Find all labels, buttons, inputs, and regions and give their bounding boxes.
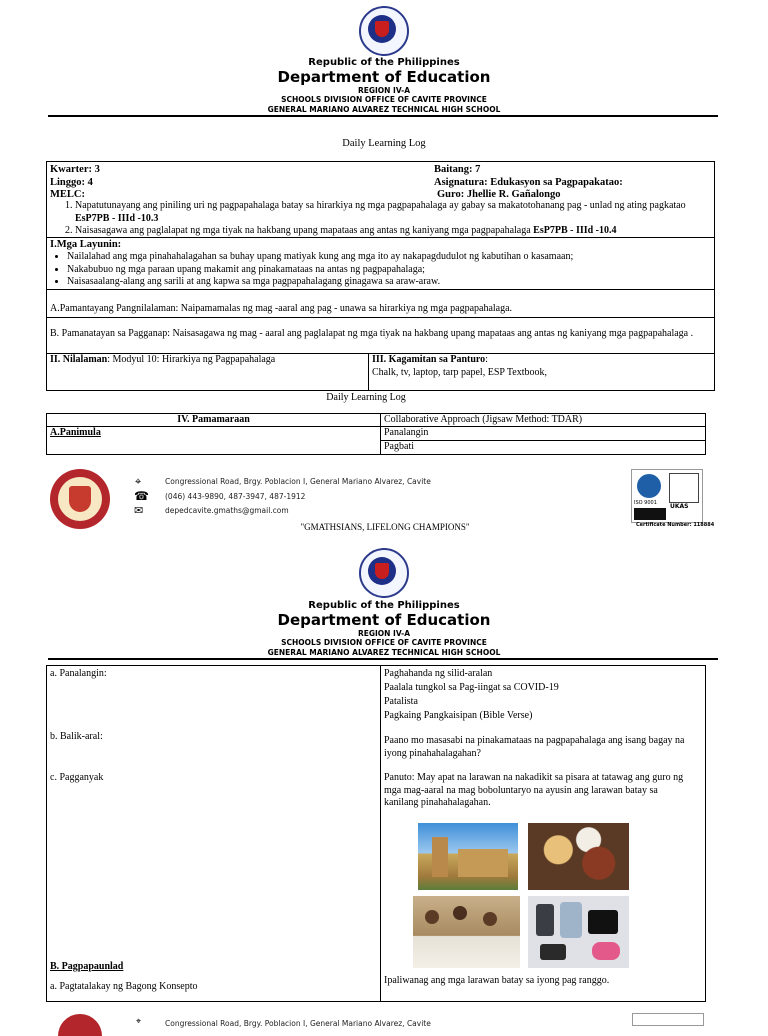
label-pagpapaunlad: B. Pagpapaunlad [50, 961, 124, 972]
nilalaman: II. Nilalaman: Modyul 10: Hirarkiya ng Pagpapahalaga [50, 354, 276, 365]
division-text: SCHOOLS DIVISION OFFICE OF CAVITE PROVINCE [281, 638, 487, 647]
department-title: Department of Education [277, 68, 491, 86]
baitang: Baitang: 7 [434, 164, 481, 175]
footer-phone: (046) 443-9890, 487-3947, 487-1912 [165, 492, 306, 501]
pamaraan-label: IV. Pamamaraan [177, 414, 250, 425]
location-icon: ⌖ [135, 476, 142, 488]
dll-title: Daily Learning Log [342, 138, 426, 149]
dll-title-2: Daily Learning Log [326, 392, 406, 403]
label-panalangin: a. Panalangin: [50, 668, 107, 679]
deped-seal [359, 6, 409, 56]
pagbati: Pagbati [384, 441, 414, 452]
email-icon: ✉ [134, 505, 144, 517]
layunin-item: • Nakabubuo ng mga paraan upang makamit ang pinakamataas na antas ng pagpapahalaga; [67, 264, 712, 277]
asignatura: Asignatura: Edukasyon sa Pagpapakatao: [434, 177, 623, 188]
divider [47, 237, 714, 238]
info-box [46, 161, 715, 391]
procedure-table [46, 665, 706, 1002]
divider [47, 289, 714, 290]
phone-icon: ☎ [134, 489, 149, 503]
melc-item: 2. Naisasagawa ang paglalapat ng mga tiyak na hakbang upang mapataas ang antas ng kaniyang mga pagpapahalaga EsP7PB - IIId -10.4 [75, 225, 712, 238]
school-text: GENERAL MARIANO ALVAREZ TECHNICAL HIGH SCHOOL [267, 105, 501, 114]
label-pagganyak: c. Pagganyak [50, 772, 104, 783]
layunin-item: • Naisasaalang-alang ang sarili at ang kapwa sa mga pagpapahalagang ginagawa sa araw-araw. [67, 276, 712, 289]
header-rule [48, 658, 718, 660]
layunin-title: I.Mga Layunin: [50, 239, 122, 250]
row-divider [47, 426, 705, 427]
footer-email: depedcavite.gmaths@gmail.com [165, 506, 289, 515]
region-text: REGION IV-A [357, 86, 411, 95]
division-text: SCHOOLS DIVISION OFFICE OF CAVITE PROVINCE [281, 95, 487, 104]
footer-address: Congressional Road, Brgy. Poblacion I, General Mariano Alvarez, Cavite [165, 1019, 431, 1028]
pamantayan-a: A.Pamantayang Pangnilalaman: Naipamamalas ng mag -aaral ang pag - unawa sa hirarkiya ng mga pagpapahalaga. [50, 303, 513, 314]
school-logo [50, 469, 110, 529]
iso-cert-badge: ISO 9001 UKAS [631, 469, 703, 523]
header-rule [48, 115, 718, 117]
kagamitan: III. Kagamitan sa Panturo: [372, 354, 488, 365]
layunin-item: • Nailalahad ang mga pinahahalagahan sa buhay upang matiyak kung ang mga ito ay nakapagdudulot ng kabutihan o kasamaan; [67, 251, 712, 264]
divider [47, 317, 714, 318]
panalangin: Panalangin [384, 427, 429, 438]
label-balik-aral: b. Balik-aral: [50, 731, 103, 742]
linggo: Linggo: 4 [50, 177, 93, 188]
kwarter: Kwarter: 3 [50, 164, 100, 175]
pamantayan-b: B. Pamanatayan sa Pagganap: Naisasagawa ng mag - aaral ang paglalapat ng mga tiyak na hakbang upang mapataas ang antas ng kaniyang mga pagpapahalaga . [50, 328, 694, 339]
pagganyak-panuto: Panuto: May apat na larawan na nakadikit sa pisara at tatawag ang guro ng mga mag-aaral na mag boboluntaryo na ayusin ang larawan batay sa kanilang pinahahalagahan. [384, 772, 684, 808]
school-logo [58, 1014, 102, 1036]
layunin-list [47, 251, 712, 289]
department-title: Department of Education [277, 611, 491, 629]
footer-address: Congressional Road, Brgy. Poblacion I, General Mariano Alvarez, Cavite [165, 477, 431, 486]
prep-line: Pagkaing Pangkaisipan (Bible Verse) [384, 710, 533, 721]
republic-text: Republic of the Philippines [308, 600, 460, 611]
melc-list [47, 200, 712, 238]
column-divider [380, 414, 381, 454]
prep-line: Paghahanda ng silid-aralan [384, 668, 493, 679]
family-photo [413, 896, 520, 968]
cert-number: Certificate Number: 118884 [636, 522, 715, 528]
gadgets-photo [528, 896, 629, 968]
melc-label: MELC: [50, 189, 85, 200]
deped-seal [359, 548, 409, 598]
region-text: REGION IV-A [357, 629, 411, 638]
panimula: A.Panimula [50, 427, 101, 438]
iso-cert-badge [632, 1013, 704, 1026]
republic-text: Republic of the Philippines [308, 57, 460, 68]
guro: Guro: Jhellie R. Gañalongo [437, 189, 561, 200]
footer-motto: "GMATHSIANS, LIFELONG CHAMPIONS" [300, 522, 470, 532]
ipaliwanag-text: Ipaliwanag ang mga larawan batay sa iyong pag ranggo. [384, 975, 610, 986]
label-pagtatalakay: a. Pagtatalakay ng Bagong Konsepto [50, 981, 198, 992]
food-photo [528, 823, 629, 890]
column-divider [368, 353, 369, 390]
prep-line: Paalala tungkol sa Pag-iingat sa COVID-19 [384, 682, 559, 693]
prep-line: Patalista [384, 696, 418, 707]
row-divider [380, 440, 705, 441]
column-divider [380, 666, 381, 1001]
school-text: GENERAL MARIANO ALVAREZ TECHNICAL HIGH SCHOOL [267, 648, 501, 657]
balik-aral-question: Paano mo masasabi na pinakamataas na pagpapahalaga ang isang bagay na iyong pinahahalagahan? [384, 735, 685, 759]
pamaraan-table [46, 413, 706, 455]
location-icon: ⌖ [136, 1016, 142, 1026]
kagamitan-value: Chalk, tv, laptop, tarp papel, ESP Textbook, [372, 367, 548, 378]
melc-item: 1. Napatutunayang ang piniling uri ng pagpapahalaga batay sa hirarkiya ng mga pagpapahalaga ay gabay sa makatotohanang pag - unlad ng ating pagkatao EsP7PB - IIId -10.3 [75, 200, 712, 225]
church-photo [418, 823, 518, 890]
approach: Collaborative Approach (Jigsaw Method: TDAR) [384, 414, 583, 425]
